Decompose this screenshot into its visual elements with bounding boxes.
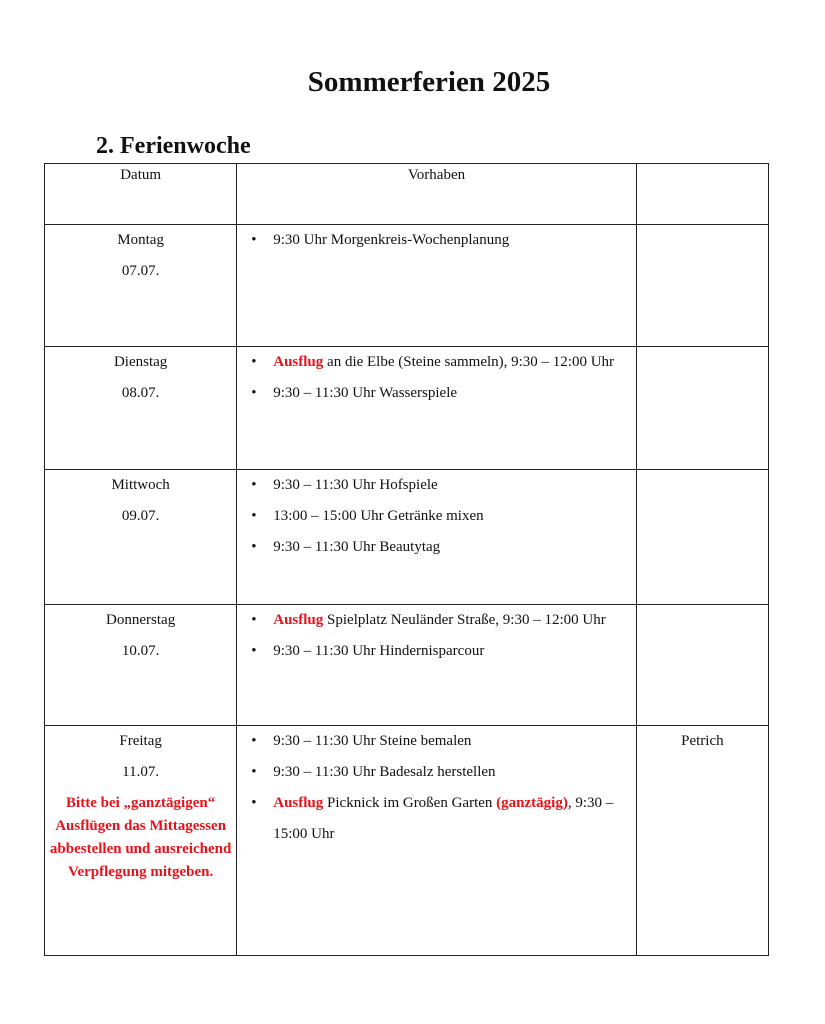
activity-item: [273, 636, 626, 667]
activities-cell: [237, 225, 637, 347]
activity-text: an die Elbe (Steine sammeln), 9:30 – 12:00 Uhr: [323, 354, 615, 370]
activity-item: [273, 757, 626, 788]
weekday: Donnerstag: [106, 612, 176, 628]
activities-cell: [237, 605, 637, 726]
week-heading: 2. Ferienwoche: [96, 133, 251, 159]
extra-cell: [636, 605, 768, 726]
activity-item: [273, 347, 626, 378]
activities-cell: [237, 470, 637, 605]
date-cell: [45, 605, 237, 726]
table-row: [45, 470, 769, 605]
activity-item: [273, 225, 626, 256]
activity-item: [273, 501, 626, 532]
table-row: [45, 225, 769, 347]
activity-item: [273, 532, 626, 563]
activity-text: 9:30 – 11:30 Uhr Steine bemalen: [273, 733, 472, 749]
activity-text: 9:30 – 11:30 Uhr Hindernisparcour: [273, 643, 485, 659]
header-activities: Vorhaben: [237, 164, 637, 225]
activity-text: 9:30 – 11:30 Uhr Badesalz herstellen: [273, 764, 496, 780]
date-cell: [45, 470, 237, 605]
date: 10.07.: [121, 643, 160, 659]
activities-cell: [237, 347, 637, 470]
activity-text: 9:30 Uhr Morgenkreis-Wochenplanung: [273, 232, 510, 248]
date: 11.07.: [122, 764, 160, 780]
weekday: Mittwoch: [111, 477, 170, 493]
activity-text: Spielplatz Neuländer Straße, 9:30 – 12:00 Uhr: [323, 612, 606, 628]
activity-text: 13:00 – 15:00 Uhr Getränke mixen: [273, 508, 484, 524]
weekday: Freitag: [119, 733, 162, 749]
table-header-row: [45, 164, 769, 225]
activity-item: [273, 470, 626, 501]
table-row: [45, 347, 769, 470]
weekday: Dienstag: [113, 354, 168, 370]
extra-cell: [636, 347, 768, 470]
activity-item: [273, 378, 626, 409]
activity-item: [273, 788, 626, 850]
activity-text: 9:30 – 11:30 Uhr Hofspiele: [273, 477, 438, 493]
extra-cell: [636, 225, 768, 347]
lunch-note: Bitte bei „ganztägigen“ Ausflügen das Mittagessen abbestellen und ausreichend Verpflegung mitgeben.: [49, 795, 232, 880]
activity-text: 9:30 – 11:30 Uhr Beautytag: [273, 539, 441, 555]
activity-item: [273, 726, 626, 757]
document-title: Sommerferien 2025: [307, 66, 551, 98]
header-date: Datum: [45, 164, 237, 225]
activity-highlight-fullday: (ganztägig): [496, 795, 568, 811]
extra-cell-staff: Petrich: [636, 726, 768, 956]
table-row: [45, 726, 769, 956]
activities-cell: [237, 726, 637, 956]
activity-item: [273, 605, 626, 636]
header-extra: [636, 164, 768, 225]
activity-text-time: , 9:30 – 15:00 Uhr: [273, 795, 614, 842]
weekday: Montag: [117, 232, 164, 248]
activity-highlight: Ausflug: [273, 795, 324, 811]
date: 07.07.: [121, 263, 160, 279]
activity-text: 9:30 – 11:30 Uhr Wasserspiele: [273, 385, 458, 401]
table-row: [45, 605, 769, 726]
extra-cell: [636, 470, 768, 605]
activity-highlight: Ausflug: [273, 354, 324, 370]
activity-text: Picknick im Großen Garten: [323, 795, 497, 811]
date: 09.07.: [121, 508, 160, 524]
date-cell: [45, 726, 237, 956]
date-cell: [45, 347, 237, 470]
date-cell: [45, 225, 237, 347]
date: 08.07.: [121, 385, 160, 401]
schedule-table: [44, 163, 769, 956]
activity-highlight: Ausflug: [273, 612, 324, 628]
